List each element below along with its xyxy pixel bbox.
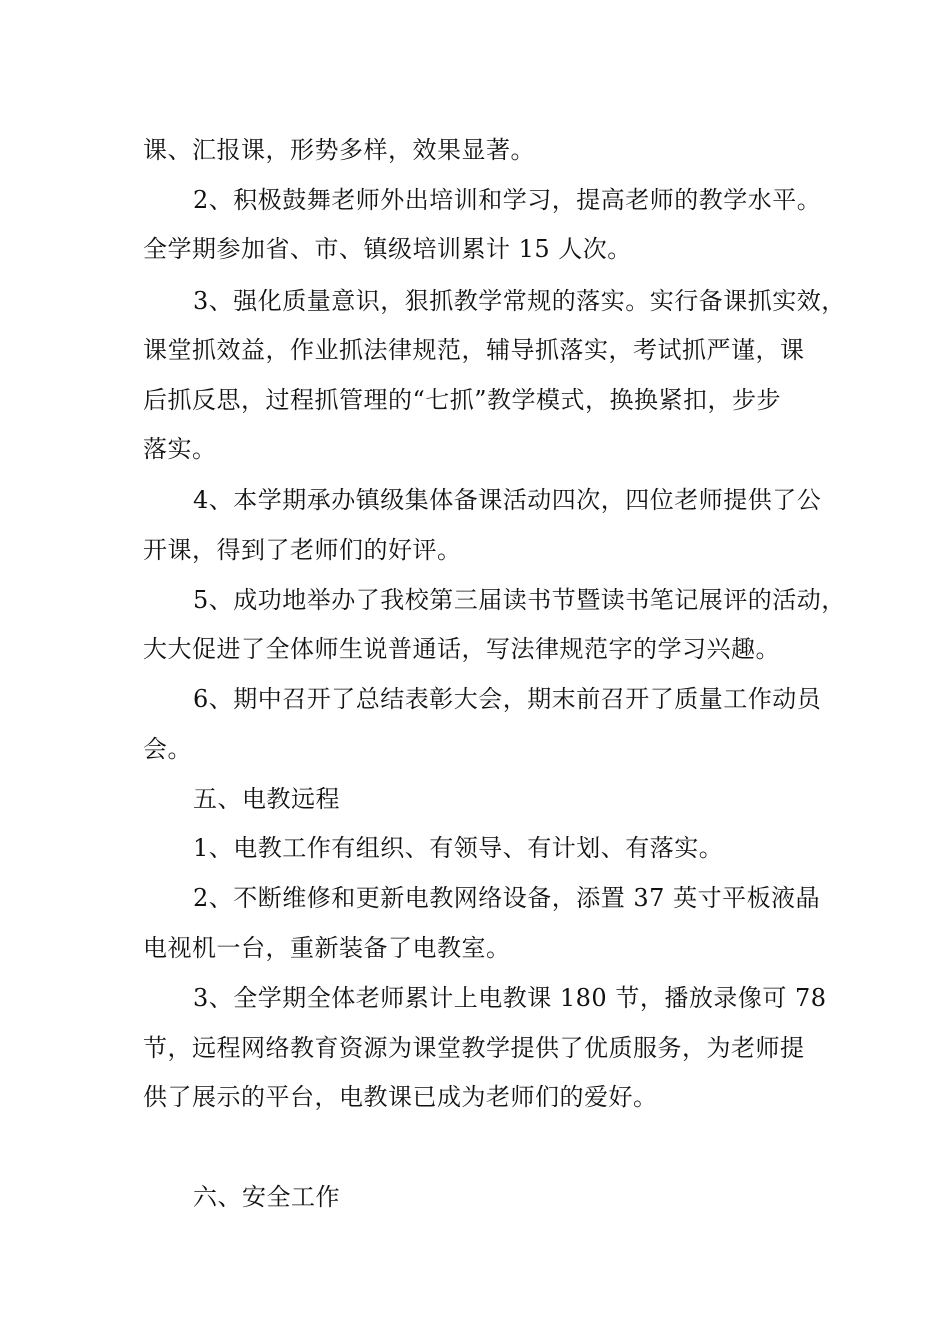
text-line: 课、汇报课，形势多样，效果显著。	[143, 136, 535, 164]
text-line: 大大促进了全体师生说普通话，写法律规范字的学习兴趣。	[143, 635, 780, 663]
text-line: 6、期中召开了总结表彰大会，期末前召开了质量工作动员	[193, 685, 822, 713]
text-line: 2、不断维修和更新电教网络设备，添置 37 英寸平板液晶	[193, 884, 821, 912]
text-line: 供了展示的平台，电教课已成为老师们的爱好。	[143, 1083, 658, 1111]
text-line: 会。	[143, 735, 192, 763]
text-line: 节，远程网络教育资源为课堂教学提供了优质服务，为老师提	[143, 1034, 805, 1062]
text-line: 全学期参加省、市、镇级培训累计 15 人次。	[143, 235, 632, 263]
section-heading: 五、电教远程	[193, 785, 340, 813]
text-line: 2、积极鼓舞老师外出培训和学习，提高老师的教学水平。	[193, 186, 822, 214]
section-heading: 六、安全工作	[193, 1183, 340, 1211]
text-line: 5、成功地举办了我校第三届读书节暨读书笔记展评的活动，	[193, 586, 846, 614]
text-line: 后抓反思，过程抓管理的“七抓”教学模式，换换紧扣，步步	[143, 386, 782, 414]
text-line: 1、电教工作有组织、有领导、有计划、有落实。	[193, 834, 724, 862]
text-line: 3、强化质量意识，狠抓教学常规的落实。实行备课抓实效，	[193, 287, 846, 315]
text-line: 课堂抓效益，作业抓法律规范，辅导抓落实，考试抓严谨，课	[143, 336, 805, 364]
text-line: 3、全学期全体老师累计上电教课 180 节，播放录像可 78	[193, 984, 827, 1012]
text-line: 电视机一台，重新装备了电教室。	[143, 934, 511, 962]
text-line: 落实。	[143, 435, 217, 463]
text-line: 开课，得到了老师们的好评。	[143, 536, 462, 564]
text-line: 4、本学期承办镇级集体备课活动四次，四位老师提供了公	[193, 486, 822, 514]
